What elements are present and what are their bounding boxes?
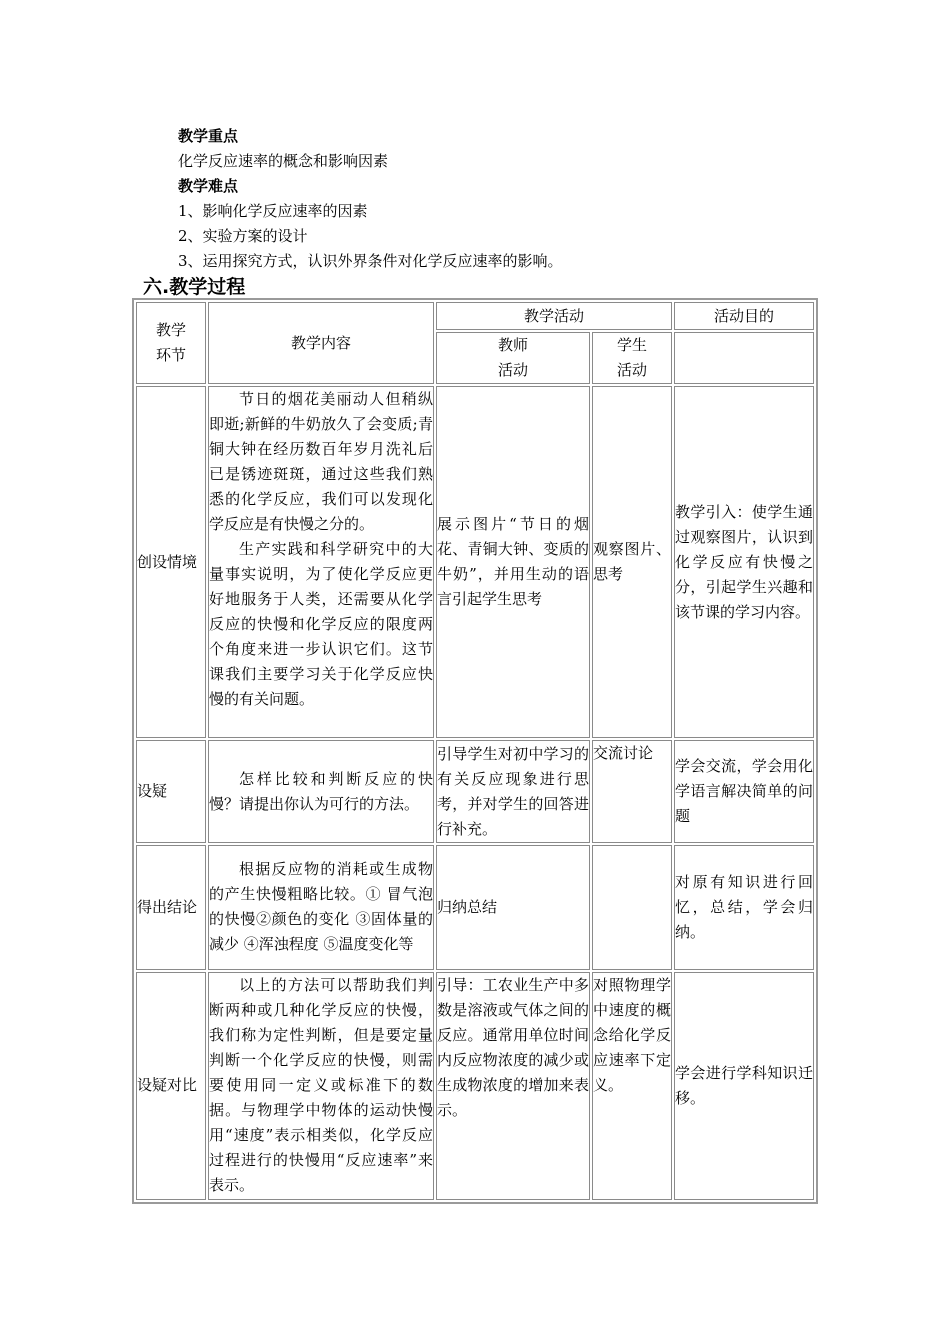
header-teacher: 教师 活动: [436, 332, 590, 384]
key-points-text: 化学反应速率的概念和影响因素: [178, 152, 389, 170]
header-content: 教学内容: [208, 302, 434, 384]
teacher-activity-cell: 引导：工农业生产中多数是溶液或气体之间的反应。通常用单位时间内反应物浓度的减少或生成物浓度的增加来表示。: [436, 972, 590, 1200]
difficult-point-item: 2、实验方案的设计: [178, 227, 308, 245]
teacher-activity-cell: 归纳总结: [436, 845, 590, 970]
stage-cell: 设疑: [136, 740, 206, 843]
content-cell: 以上的方法可以帮助我们判断两种或几种化学反应的快慢，我们称为定性判断，但是要定量判断一个化学反应的快慢，则需要使用同一定义或标准下的数据。与物理学中物体的运动快慢用“速度”表示相类似，化学反应过程进行的快慢用“反应速率”来表示。: [208, 972, 434, 1200]
table-row: [136, 740, 814, 843]
student-activity-cell: 对照物理学中速度的概念给化学反应速率下定义。: [592, 972, 672, 1200]
content-paragraph: 节日的烟花美丽动人但稍纵即逝;新鲜的牛奶放久了会变质;青铜大钟在经历数百年岁月洗礼后已是锈迹斑斑，通过这些我们熟悉的化学反应，我们可以发现化学反应是有快慢之分的。: [209, 390, 433, 534]
key-points-heading: 教学重点: [178, 127, 239, 145]
stage-cell: 得出结论: [136, 845, 206, 970]
table-row: [136, 972, 814, 1200]
content-cell: 怎样比较和判断反应的快慢？请提出你认为可行的方法。: [208, 740, 434, 843]
purpose-cell: 对原有知识进行回忆，总结，学会归纳。: [674, 845, 814, 970]
difficult-point-item: 1、影响化学反应速率的因素: [178, 202, 368, 220]
section-title: 六.教学过程: [143, 276, 246, 298]
header-purpose: 活动目的: [674, 302, 814, 330]
header-activity: 教学活动: [436, 302, 672, 330]
student-activity-cell: [592, 845, 672, 970]
teaching-process-table: [132, 298, 818, 1204]
student-activity-cell: 观察图片、思考: [592, 386, 672, 738]
content-cell: 根据反应物的消耗或生成物的产生快慢粗略比较。① 冒气泡的快慢②颜色的变化 ③固体量的减少 ④浑浊程度 ⑤温度变化等: [208, 845, 434, 970]
stage-cell: 设疑对比: [136, 972, 206, 1200]
teacher-activity-cell: 展示图片“节日的烟花、青铜大钟、变质的牛奶”，并用生动的语言引起学生思考: [436, 386, 590, 738]
header-purpose-blank: [674, 332, 814, 384]
student-activity-cell: 交流讨论: [592, 740, 672, 843]
difficult-point-item: 3、运用探究方式，认识外界条件对化学反应速率的影响。: [178, 252, 563, 270]
content-paragraph: 生产实践和科学研究中的大量事实说明，为了使化学反应更好地服务于人类，还需要从化学反应的快慢和化学反应的限度两个角度来进一步认识它们。这节课我们主要学习关于化学反应快慢的有关问题。: [209, 540, 433, 709]
teaching-focus-section: [178, 124, 898, 274]
purpose-cell: 学会交流，学会用化学语言解决简单的问题: [674, 740, 814, 843]
difficult-points-heading: 教学难点: [178, 177, 239, 195]
content-cell: [208, 386, 434, 738]
stage-cell: 创设情境: [136, 386, 206, 738]
table-row: [136, 386, 814, 738]
purpose-cell: 学会进行学科知识迁移。: [674, 972, 814, 1200]
header-student: 学生 活动: [592, 332, 672, 384]
teacher-activity-cell: 引导学生对初中学习的有关反应现象进行思考，并对学生的回答进行补充。: [436, 740, 590, 843]
header-stage: 教学 环节: [136, 302, 206, 384]
purpose-cell: 教学引入：使学生通过观察图片，认识到化学反应有快慢之分，引起学生兴趣和该节课的学习内容。: [674, 386, 814, 738]
table-row: [136, 845, 814, 970]
